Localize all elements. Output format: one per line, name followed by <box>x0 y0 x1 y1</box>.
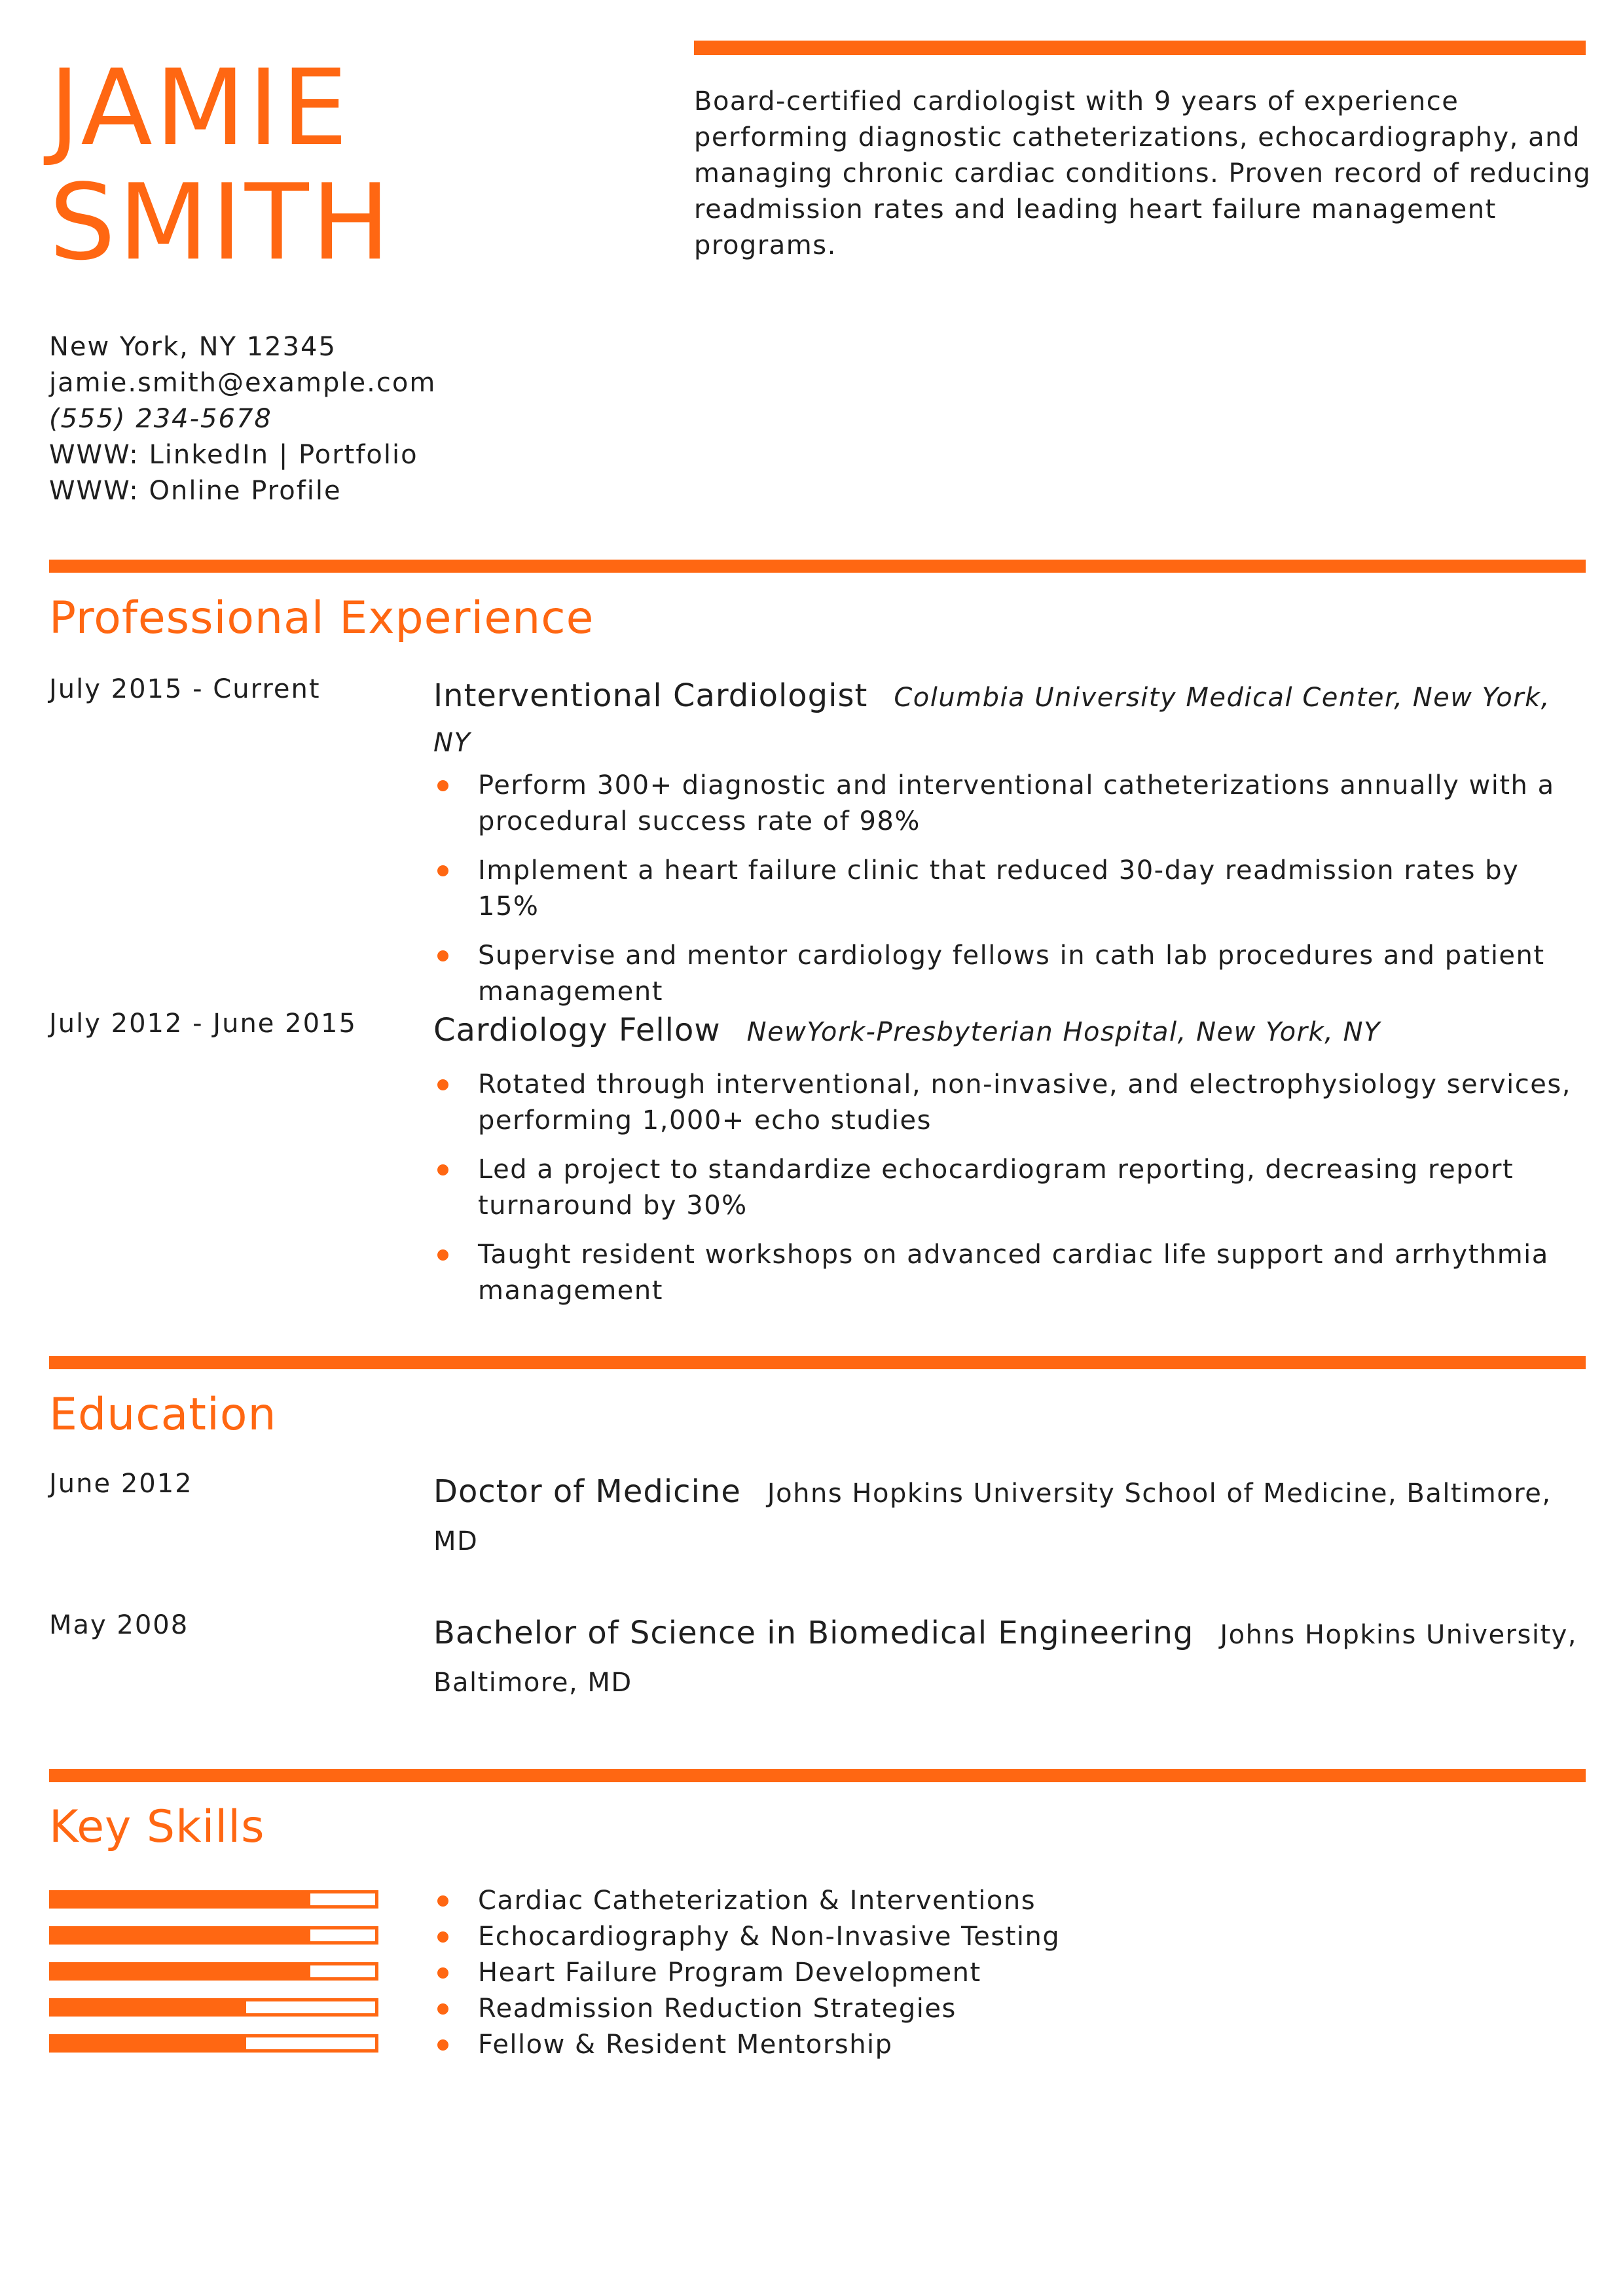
job-bullet: Supervise and mentor cardiology fellows in cath lab procedures and patient management <box>433 938 1586 1010</box>
skills-list <box>433 1883 1586 2063</box>
skill-level-fill <box>52 1929 310 1941</box>
skill-item: Echocardiography & Non-Invasive Testing <box>433 1919 1586 1955</box>
job-employer: Columbia University Medical Center, New York, NY <box>433 683 1551 758</box>
skills-heading: Key Skills <box>49 1801 265 1853</box>
education-date: May 2008 <box>49 1610 189 1640</box>
job-bullet: Led a project to standardize echocardiogram reporting, decreasing report turnaround by 30% <box>433 1152 1586 1224</box>
skill-level-bar <box>49 1962 378 1981</box>
job-employer: NewYork-Presbyterian Hospital, New York, NY <box>746 1017 1381 1047</box>
education-entry <box>433 1469 1586 1564</box>
education-heading: Education <box>49 1389 277 1441</box>
job-bullet: Perform 300+ diagnostic and interventional catheterizations annually with a procedural success rate of 98% <box>433 768 1586 840</box>
skill-level-bars <box>49 1890 378 2070</box>
skill-level-bar <box>49 1998 378 2017</box>
skill-level-bar <box>49 1926 378 1945</box>
contact-block <box>49 329 436 509</box>
contact-address: New York, NY 12345 <box>49 332 337 362</box>
degree-name: Doctor of Medicine <box>433 1473 741 1510</box>
experience-heading: Professional Experience <box>49 592 594 644</box>
contact-phone[interactable]: (555) 234-5678 <box>49 404 272 434</box>
skill-item: Heart Failure Program Development <box>433 1955 1586 1991</box>
contact-email[interactable]: jamie.smith@example.com <box>49 368 437 398</box>
skill-level-fill <box>52 1965 310 1977</box>
summary-accent-bar <box>694 41 1586 55</box>
school-name: Johns Hopkins University School of Medicine, Baltimore, MD <box>433 1479 1552 1556</box>
contact-www-profile[interactable]: WWW: Online Profile <box>49 476 342 506</box>
skill-level-fill <box>52 2037 246 2049</box>
job-bullet: Taught resident workshops on advanced cardiac life support and arrhythmia management <box>433 1237 1586 1309</box>
contact-www-links[interactable]: WWW: LinkedIn | Portfolio <box>49 440 418 470</box>
skill-item: Fellow & Resident Mentorship <box>433 2027 1586 2063</box>
skill-item: Cardiac Catheterization & Interventions <box>433 1883 1586 1919</box>
job-header <box>433 674 1586 764</box>
skill-item: Readmission Reduction Strategies <box>433 1991 1586 2027</box>
school-name: Johns Hopkins University, Baltimore, MD <box>433 1620 1578 1698</box>
job-title: Interventional Cardiologist <box>433 677 868 714</box>
job-bullets <box>433 1067 1586 1322</box>
first-name: JAMIE <box>49 46 351 169</box>
skill-level-bar <box>49 1890 378 1909</box>
job-title: Cardiology Fellow <box>433 1012 721 1049</box>
education-entry <box>433 1610 1586 1706</box>
job-dates: July 2015 - Current <box>49 674 321 704</box>
skill-level-bar <box>49 2034 378 2053</box>
section-divider <box>49 1769 1586 1782</box>
section-divider <box>49 1356 1586 1369</box>
job-bullet: Implement a heart failure clinic that reduced 30-day readmission rates by 15% <box>433 853 1586 925</box>
job-bullets <box>433 768 1586 1023</box>
degree-name: Bachelor of Science in Biomedical Engineering <box>433 1615 1194 1651</box>
last-name: SMITH <box>49 161 393 283</box>
job-bullet: Rotated through interventional, non-invasive, and electrophysiology services, performing 1,000+ echo studies <box>433 1067 1586 1139</box>
job-header <box>433 1009 1586 1054</box>
job-dates: July 2012 - June 2015 <box>49 1009 357 1039</box>
skill-level-fill <box>52 1893 310 1905</box>
education-date: June 2012 <box>49 1469 193 1499</box>
section-divider <box>49 560 1586 573</box>
skill-level-fill <box>52 2001 246 2013</box>
profile-summary: Board-certified cardiologist with 9 years of experience performing diagnostic catheterizations, echocardiography, and managing chronic cardiac conditions. Proven record of reducing readmission rates and leading heart failure management programs. <box>694 86 1592 260</box>
